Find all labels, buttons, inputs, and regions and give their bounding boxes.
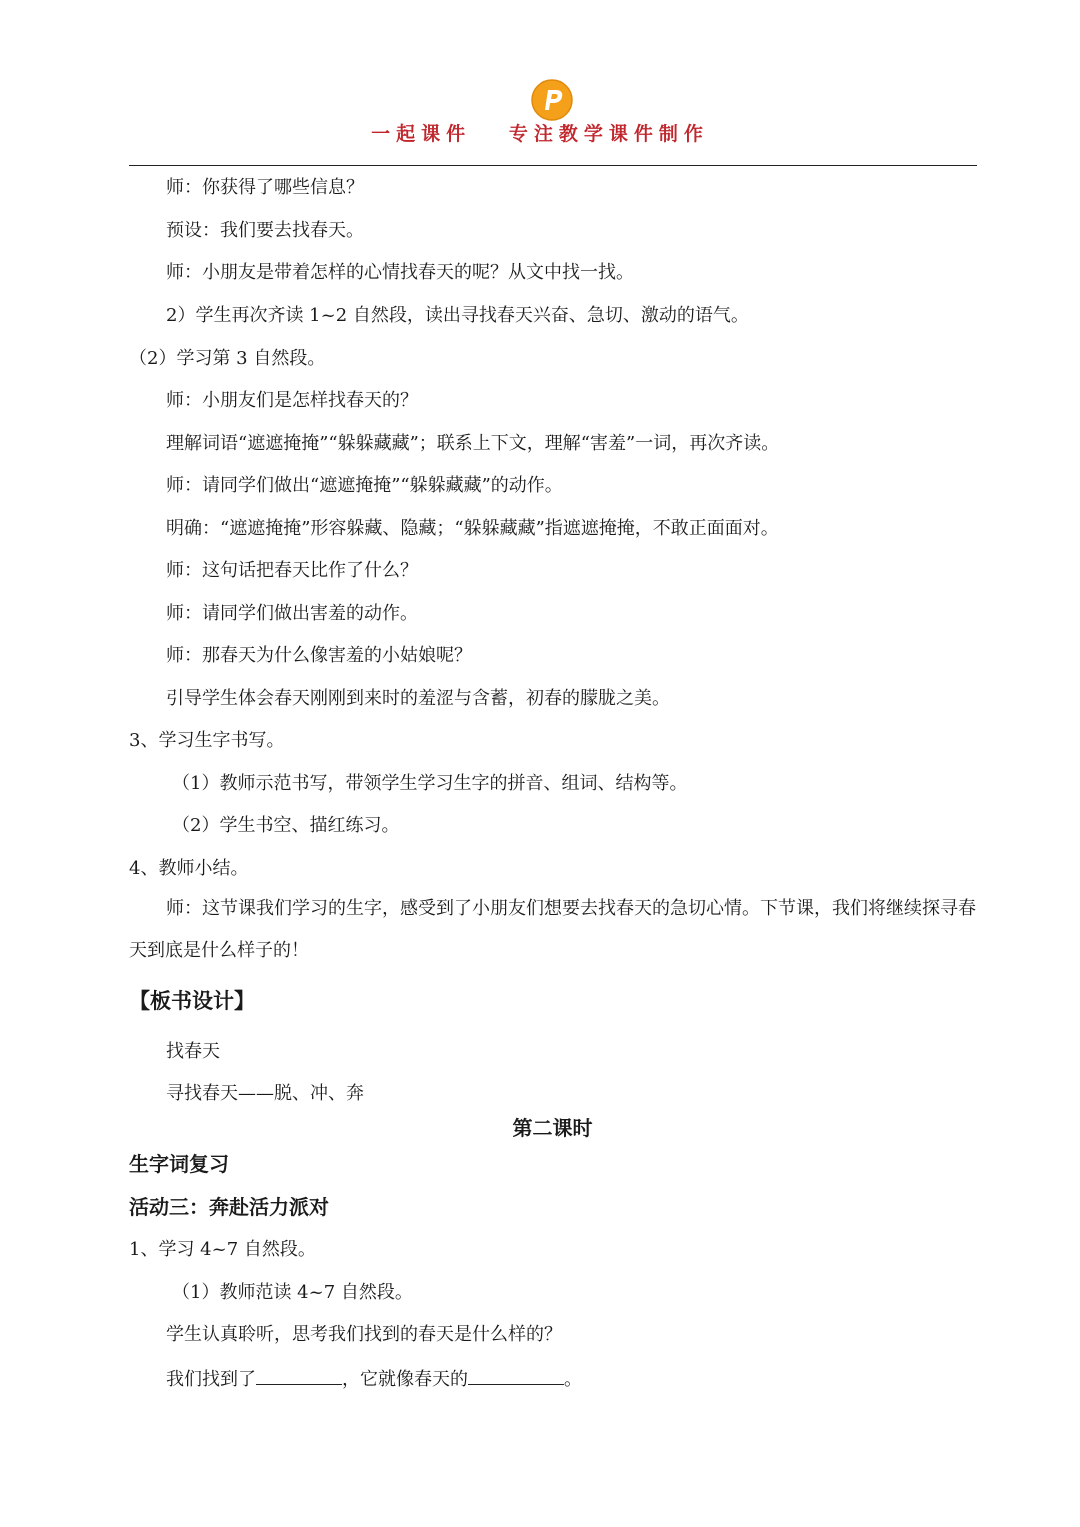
lesson-heading: 第二课时 bbox=[512, 1116, 593, 1140]
sentence-part: ，它就像春天的 bbox=[342, 1369, 468, 1390]
paragraph: 引导学生体会春天刚刚到来时的羞涩与含蓄，初春的朦胧之美。 bbox=[166, 688, 670, 709]
header-divider bbox=[129, 165, 977, 166]
paragraph: （1）教师范读 4~7 自然段。 bbox=[172, 1282, 413, 1303]
paragraph: 寻找春天——脱、冲、奔 bbox=[166, 1083, 364, 1104]
paragraph: 3、学习生字书写。 bbox=[129, 730, 285, 751]
fill-blank bbox=[256, 1366, 342, 1385]
paragraph: 师：请同学们做出害羞的动作。 bbox=[166, 603, 418, 624]
fill-in-sentence bbox=[166, 1366, 582, 1392]
sentence-part: 。 bbox=[564, 1369, 582, 1390]
paragraph: 师：你获得了哪些信息？ bbox=[166, 177, 364, 198]
sentence-part: 我们找到了 bbox=[166, 1369, 256, 1390]
paragraph: 2）学生再次齐读 1~2 自然段，读出寻找春天兴奋、急切、激动的语气。 bbox=[166, 305, 749, 326]
paragraph: （2）学生书空、描红练习。 bbox=[172, 815, 400, 836]
fill-blank bbox=[468, 1366, 564, 1385]
section-heading: 【板书设计】 bbox=[129, 989, 255, 1013]
section-heading: 生字词复习 bbox=[129, 1152, 229, 1176]
paragraph: 学生认真聆听，思考我们找到的春天是什么样的？ bbox=[166, 1324, 562, 1345]
paragraph: 1、学习 4~7 自然段。 bbox=[129, 1239, 316, 1260]
paragraph: 师：那春天为什么像害羞的小姑娘呢？ bbox=[166, 645, 472, 666]
paragraph: （1）教师示范书写，带领学生学习生字的拼音、组词、结构等。 bbox=[172, 773, 688, 794]
paragraph: 明确：“遮遮掩掩”形容躲藏、隐藏；“躲躲藏藏”指遮遮掩掩，不敢正面面对。 bbox=[166, 518, 779, 539]
paragraph: 4、教师小结。 bbox=[129, 858, 249, 879]
paragraph: 理解词语“遮遮掩掩”“躲躲藏藏”；联系上下文，理解“害羞”一词，再次齐读。 bbox=[166, 433, 780, 454]
paragraph: 师：小朋友们是怎样找春天的？ bbox=[166, 390, 418, 411]
section-heading: 活动三：奔赴活力派对 bbox=[129, 1195, 329, 1219]
paragraph: 预设：我们要去找春天。 bbox=[166, 220, 364, 241]
page-header bbox=[0, 0, 1080, 168]
paragraph: 找春天 bbox=[166, 1041, 220, 1062]
paragraph: 师：这节课我们学习的生字，感受到了小朋友们想要去找春天的急切心情。下节课，我们将继续探寻春天到底是什么样子的！ bbox=[129, 898, 976, 961]
header-tagline: 一起课件 专注教学课件制作 bbox=[371, 123, 709, 145]
p-logo-icon bbox=[531, 79, 573, 121]
paragraph: 师：这句话把春天比作了什么？ bbox=[166, 560, 418, 581]
paragraph: 师：小朋友是带着怎样的心情找春天的呢？从文中找一找。 bbox=[166, 262, 634, 283]
paragraph: 师：请同学们做出“遮遮掩掩”“躲躲藏藏”的动作。 bbox=[166, 475, 563, 496]
paragraph: （2）学习第 3 自然段。 bbox=[129, 348, 326, 369]
